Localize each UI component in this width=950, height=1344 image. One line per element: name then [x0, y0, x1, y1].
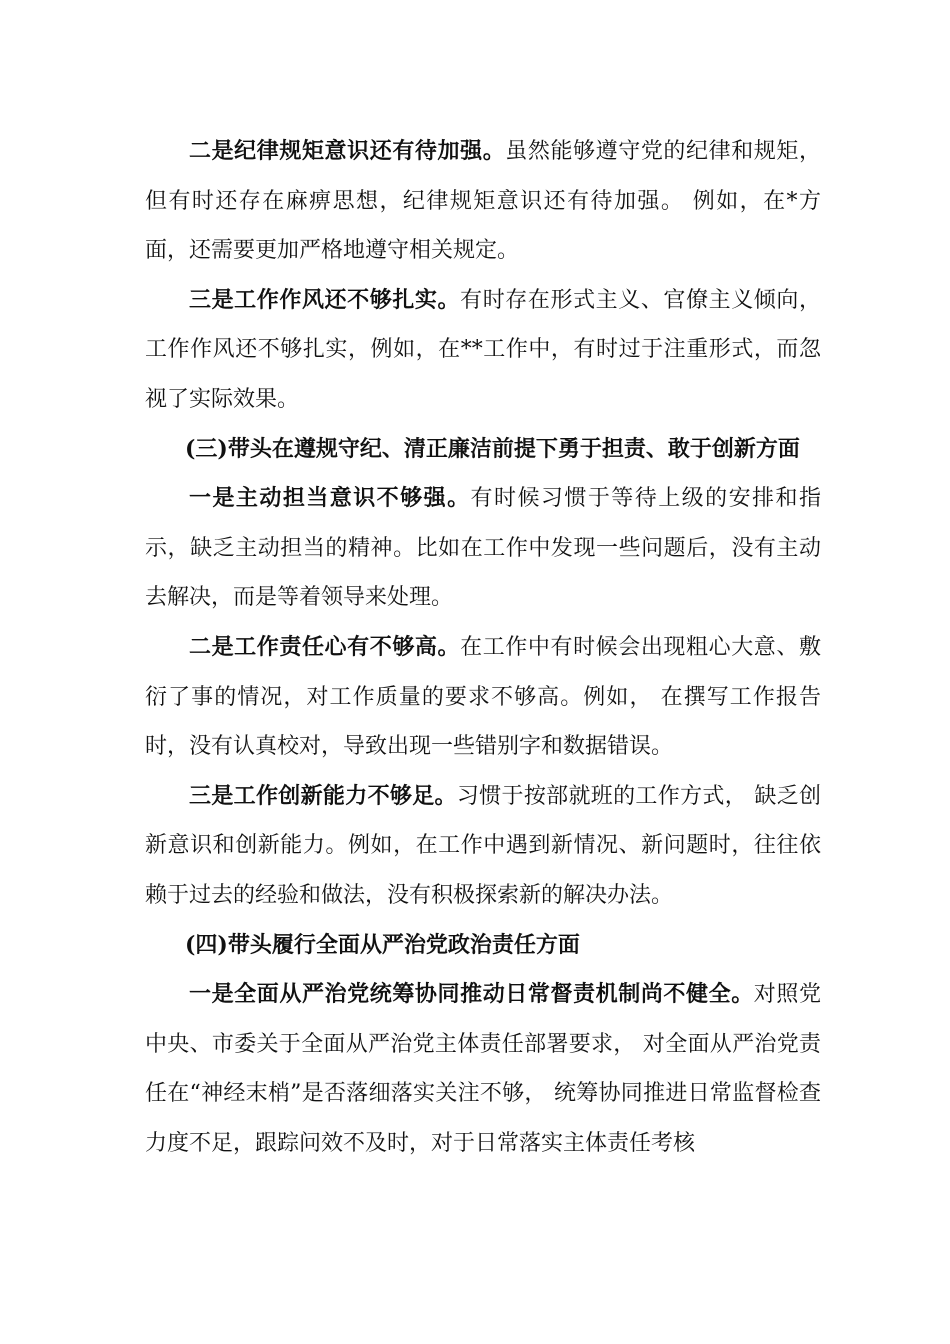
- paragraph-body: 在工作中有时候会出现粗心大意、敷衍了事的情况，对工作质量的要求不够高。例如， 在撰写工作报告时，没有认真校对，导致出现一些错别字和数据错误。: [145, 634, 821, 760]
- section-heading-4: (四)带头履行全面从严治党政治责任方面: [185, 931, 580, 958]
- paragraph-innovation: [145, 772, 821, 921]
- paragraph-lead: 二是工作责任心有不够高。: [189, 633, 461, 660]
- section-heading-3: (三)带头在遵规守纪、清正廉洁前提下勇于担责、敢于创新方面: [185, 435, 800, 462]
- document-body: [145, 127, 821, 1168]
- paragraph-discipline-awareness: [145, 127, 821, 276]
- paragraph-responsibility: [145, 623, 821, 772]
- paragraph-lead: 一是全面从严治党统筹协同推动日常督责机制尚不健全。: [189, 981, 754, 1008]
- paragraph-body: 对照党中央、市委关于全面从严治党主体责任部署要求， 对全面从严治党责任在“神经末梢”是否落细落实关注不够， 统筹协同推进日常监督检查力度不足，跟踪问效不及时，对于日常落实主体责任考核: [145, 982, 821, 1156]
- paragraph-lead: 三是工作创新能力不够足。: [189, 782, 457, 809]
- paragraph-body: 有时候习惯于等待上级的安排和指示，缺乏主动担当的精神。比如在工作中发现一些问题后，没有主动去解决，而是等着领导来处理。: [145, 486, 821, 611]
- paragraph-lead: 二是纪律规矩意识还有待加强。: [189, 138, 506, 164]
- paragraph-body: 有时存在形式主义、官僚主义倾向，工作作风还不够扎实，例如，在**工作中，有时过于注重形式，而忽视了实际效果。: [145, 287, 821, 412]
- paragraph-body: 习惯于按部就班的工作方式， 缺乏创新意识和创新能力。例如，在工作中遇到新情况、新问题时，往往依赖于过去的经验和做法，没有积极探索新的解决办法。: [145, 783, 821, 908]
- paragraph-body: 虽然能够遵守党的纪律和规矩，但有时还存在麻痹思想，纪律规矩意识还有待加强。 例如，在*方面，还需要更加严格地遵守相关规定。: [145, 139, 821, 264]
- paragraph-supervision-mechanism: [145, 970, 821, 1168]
- paragraph-lead: 一是主动担当意识不够强。: [189, 485, 471, 512]
- paragraph-initiative: [145, 474, 821, 623]
- paragraph-work-style: [145, 276, 821, 425]
- paragraph-lead: 三是工作作风还不够扎实。: [189, 286, 461, 313]
